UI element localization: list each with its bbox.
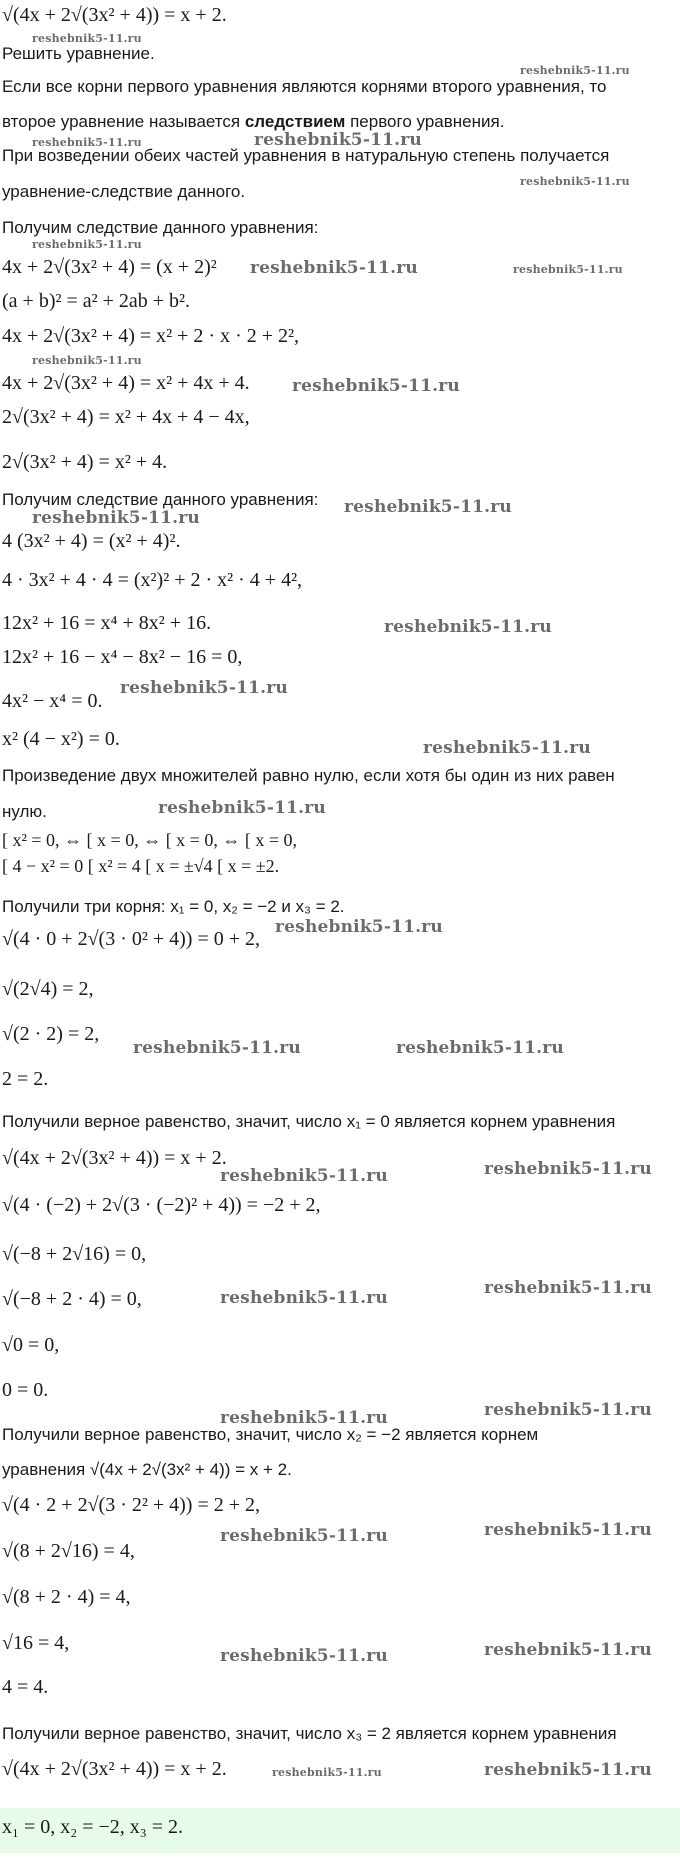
math-line: √(8 + 2√16) = 4, bbox=[2, 1540, 135, 1562]
watermark-text: reshebnik5-11.ru bbox=[396, 1038, 564, 1058]
step-heading: Получим следствие данного уравнения: bbox=[2, 490, 319, 509]
math-line: √(4 · (−2) + 2√(3 · (−2)² + 4)) = −2 + 2, bbox=[2, 1194, 321, 1216]
watermark-text: reshebnik5-11.ru bbox=[32, 354, 142, 367]
math-line: √(−8 + 2√16) = 0, bbox=[2, 1243, 147, 1265]
math-line: √(4x + 2√(3x² + 4)) = x + 2. bbox=[2, 1147, 227, 1169]
rule-text: При возведении обеих частей уравнения в натуральную степень получается bbox=[2, 146, 610, 165]
answer-box bbox=[0, 1808, 680, 1853]
math-line: 4 = 4. bbox=[2, 1676, 49, 1698]
watermark-text: reshebnik5-11.ru bbox=[484, 1159, 652, 1179]
watermark-text: reshebnik5-11.ru bbox=[344, 497, 512, 517]
math-line: 2√(3x² + 4) = x² + 4x + 4 − 4x, bbox=[2, 406, 250, 428]
math-line: 4 (3x² + 4) = (x² + 4)². bbox=[2, 530, 181, 552]
watermark-text: reshebnik5-11.ru bbox=[250, 258, 418, 278]
rule-text-continued: нулю. bbox=[2, 802, 47, 821]
watermark-text: reshebnik5-11.ru bbox=[484, 1760, 652, 1780]
definition-text-after: первого уравнения. bbox=[345, 112, 505, 131]
watermark-text: reshebnik5-11.ru bbox=[254, 130, 422, 150]
watermark-text: reshebnik5-11.ru bbox=[484, 1400, 652, 1420]
watermark-text: reshebnik5-11.ru bbox=[513, 263, 623, 276]
watermark-text: reshebnik5-11.ru bbox=[32, 32, 142, 45]
verification-text-continued: уравнения √(4x + 2√(3x² + 4)) = x + 2. bbox=[2, 1460, 292, 1479]
math-line: 4x + 2√(3x² + 4) = (x + 2)² bbox=[2, 256, 217, 278]
math-line: √(−8 + 2 · 4) = 0, bbox=[2, 1288, 142, 1310]
equation-statement: √(4x + 2√(3x² + 4)) = x + 2. bbox=[2, 4, 227, 26]
watermark-text: reshebnik5-11.ru bbox=[275, 917, 443, 937]
definition-text-continued bbox=[2, 112, 504, 132]
math-line: 2√(3x² + 4) = x² + 4. bbox=[2, 451, 168, 473]
watermark-text: reshebnik5-11.ru bbox=[120, 678, 288, 698]
system-line-bottom: [ 4 − x² = 0 [ x² = 4 [ x = ±√4 [ x = ±2. bbox=[2, 856, 280, 876]
math-line: 4x + 2√(3x² + 4) = x² + 4x + 4. bbox=[2, 372, 250, 394]
math-line: √(4x + 2√(3x² + 4)) = x + 2. bbox=[2, 1758, 227, 1780]
watermark-text: reshebnik5-11.ru bbox=[484, 1278, 652, 1298]
roots-text: Получили три корня: x₁ = 0, x₂ = −2 и x₃ = 2. bbox=[2, 897, 345, 916]
math-line: 4x² − x⁴ = 0. bbox=[2, 690, 103, 712]
verification-text: Получили верное равенство, значит, число x₁ = 0 является корнем уравнения bbox=[2, 1112, 616, 1131]
watermark-text: reshebnik5-11.ru bbox=[272, 1766, 382, 1779]
verification-text: Получили верное равенство, значит, число x₂ = −2 является корнем bbox=[2, 1425, 539, 1444]
math-line: √(2√4) = 2, bbox=[2, 978, 94, 1000]
watermark-text: reshebnik5-11.ru bbox=[423, 738, 591, 758]
watermark-text: reshebnik5-11.ru bbox=[220, 1408, 388, 1428]
math-line: (a + b)² = a² + 2ab + b². bbox=[2, 290, 191, 312]
math-line: √(4 · 2 + 2√(3 · 2² + 4)) = 2 + 2, bbox=[2, 1494, 261, 1516]
watermark-text: reshebnik5-11.ru bbox=[384, 617, 552, 637]
watermark-text: reshebnik5-11.ru bbox=[220, 1288, 388, 1308]
watermark-text: reshebnik5-11.ru bbox=[158, 798, 326, 818]
definition-term: следствием bbox=[244, 112, 346, 131]
watermark-text: reshebnik5-11.ru bbox=[220, 1526, 388, 1546]
math-line: 4x + 2√(3x² + 4) = x² + 2 · x · 2 + 2², bbox=[2, 325, 300, 347]
watermark-text: reshebnik5-11.ru bbox=[32, 238, 142, 251]
verification-text: Получили верное равенство, значит, число x₃ = 2 является корнем уравнения bbox=[2, 1724, 617, 1743]
math-line: 2 = 2. bbox=[2, 1068, 49, 1090]
watermark-text: reshebnik5-11.ru bbox=[32, 508, 200, 528]
watermark-text: reshebnik5-11.ru bbox=[133, 1038, 301, 1058]
math-line: √(8 + 2 · 4) = 4, bbox=[2, 1586, 131, 1608]
task-text: Решить уравнение. bbox=[2, 44, 155, 63]
math-line: 12x² + 16 − x⁴ − 8x² − 16 = 0, bbox=[2, 646, 243, 668]
math-line: 4 · 3x² + 4 · 4 = (x²)² + 2 · x² · 4 + 4², bbox=[2, 569, 303, 591]
math-line: 12x² + 16 = x⁴ + 8x² + 16. bbox=[2, 612, 212, 634]
math-line: x² (4 − x²) = 0. bbox=[2, 728, 120, 750]
step-heading: Получим следствие данного уравнения: bbox=[2, 218, 319, 237]
watermark-text: reshebnik5-11.ru bbox=[520, 175, 630, 188]
rule-text: Произведение двух множителей равно нулю, если хотя бы один из них равен bbox=[2, 766, 615, 785]
watermark-text: reshebnik5-11.ru bbox=[520, 64, 630, 77]
rule-text-continued: уравнение-следствие данного. bbox=[2, 182, 246, 201]
watermark-text: reshebnik5-11.ru bbox=[484, 1640, 652, 1660]
definition-text: Если все корни первого уравнения являются корнями второго уравнения, то bbox=[2, 77, 607, 96]
definition-text-before: второе уравнение называется bbox=[2, 112, 245, 131]
watermark-text: reshebnik5-11.ru bbox=[292, 376, 460, 396]
system-line-top: [ x² = 0, ⇔ [ x = 0, ⇔ [ x = 0, ⇔ [ x = 0, bbox=[2, 830, 297, 850]
math-line: 0 = 0. bbox=[2, 1379, 49, 1401]
math-line: √16 = 4, bbox=[2, 1632, 70, 1654]
math-line: √(2 · 2) = 2, bbox=[2, 1023, 100, 1045]
watermark-text: reshebnik5-11.ru bbox=[32, 136, 142, 149]
answer-text: x₁ = 0, x₂ = −2, x₃ = 2. bbox=[2, 1816, 184, 1838]
watermark-text: reshebnik5-11.ru bbox=[220, 1166, 388, 1186]
watermark-text: reshebnik5-11.ru bbox=[484, 1520, 652, 1540]
watermark-text: reshebnik5-11.ru bbox=[220, 1646, 388, 1666]
math-line: √0 = 0, bbox=[2, 1334, 60, 1356]
math-line: √(4 · 0 + 2√(3 · 0² + 4)) = 0 + 2, bbox=[2, 928, 261, 950]
